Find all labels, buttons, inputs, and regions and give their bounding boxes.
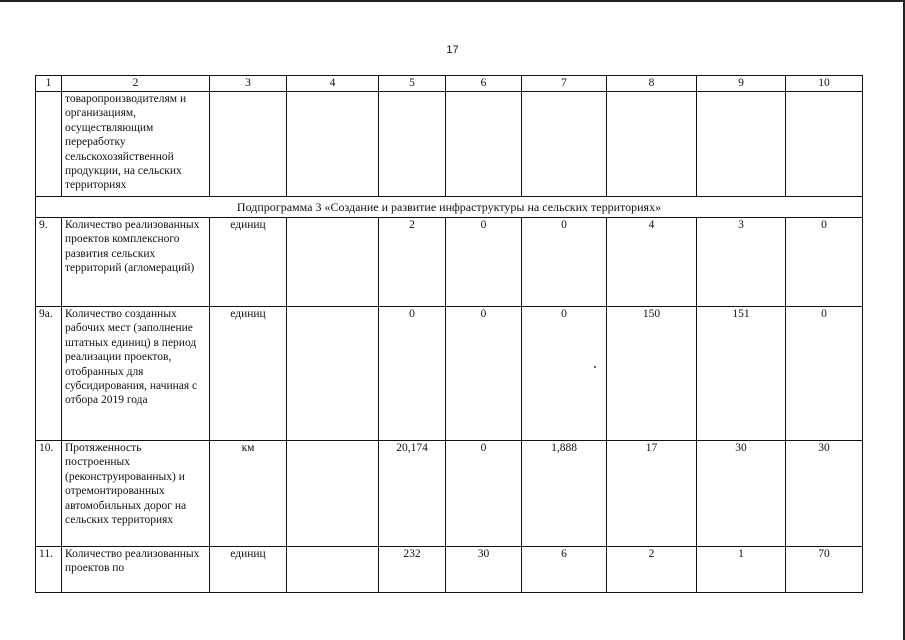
value-cell: 3 [697, 218, 786, 307]
value-cell [607, 92, 697, 197]
subprogram-heading-row [36, 197, 863, 218]
header-cell: 5 [379, 76, 446, 92]
value-cell: 1,888 [522, 441, 607, 547]
unit-cell: км [210, 441, 287, 547]
table-row [36, 547, 863, 593]
column-numbers-row [36, 76, 863, 92]
value-cell: 0 [522, 218, 607, 307]
empty-cell [287, 547, 379, 593]
value-cell: 151 [697, 307, 786, 441]
value-cell: 232 [379, 547, 446, 593]
empty-cell [287, 441, 379, 547]
header-cell: 8 [607, 76, 697, 92]
value-cell: 0 [446, 441, 522, 547]
header-cell: 1 [36, 76, 62, 92]
header-cell: 7 [522, 76, 607, 92]
value-cell: 2 [607, 547, 697, 593]
value-cell: 17 [607, 441, 697, 547]
unit-cell: единиц [210, 218, 287, 307]
table-row [36, 307, 863, 441]
table-row [36, 441, 863, 547]
table-container [35, 75, 863, 593]
page-number: 17 [446, 44, 459, 56]
value-cell: 0 [446, 307, 522, 441]
header-cell: 4 [287, 76, 379, 92]
value-cell [446, 92, 522, 197]
value-cell: 0 [446, 218, 522, 307]
value-cell: 70 [786, 547, 863, 593]
table-row [36, 218, 863, 307]
indicator-description-cell: Протяженность построенных (реконструированных) и отремонтированных автомобильных дорог на сельских территориях [62, 441, 210, 547]
indicator-description-cell: товаропроизводителям и организациям, осуществляющим переработку сельскохозяйственной продукции, на сельских территориях [62, 92, 210, 197]
value-cell: 0 [522, 307, 607, 441]
header-cell: 2 [62, 76, 210, 92]
indicator-description-cell: Количество реализованных проектов по [62, 547, 210, 593]
value-cell: 30 [786, 441, 863, 547]
value-cell: 20,174 [379, 441, 446, 547]
value-cell: 0 [786, 218, 863, 307]
indicator-description-cell: Количество реализованных проектов комплексного развития сельских территорий (агломераций) [62, 218, 210, 307]
value-cell: 30 [446, 547, 522, 593]
empty-cell [287, 307, 379, 441]
row-number-cell: 9а. [36, 307, 62, 441]
subprogram-title: Подпрограмма 3 «Создание и развитие инфраструктуры на сельских территориях» [36, 197, 863, 218]
value-cell [379, 92, 446, 197]
unit-cell: единиц [210, 307, 287, 441]
scan-speck [594, 366, 596, 368]
indicator-description-cell: Количество созданных рабочих мест (заполнение штатных единиц) в период реализации проектов, отобранных для субсидирования, начиная с отбора 2019 года [62, 307, 210, 441]
value-cell: 150 [607, 307, 697, 441]
unit-cell: единиц [210, 547, 287, 593]
row-number-cell: 11. [36, 547, 62, 593]
value-cell [786, 92, 863, 197]
empty-cell [287, 92, 379, 197]
table-row-continuation [36, 92, 863, 197]
value-cell: 30 [697, 441, 786, 547]
header-cell: 6 [446, 76, 522, 92]
value-cell: 0 [786, 307, 863, 441]
scan-border-top [0, 0, 905, 2]
indicators-table [35, 75, 863, 593]
header-cell: 10 [786, 76, 863, 92]
value-cell: 2 [379, 218, 446, 307]
value-cell: 6 [522, 547, 607, 593]
row-number-cell [36, 92, 62, 197]
value-cell [522, 92, 607, 197]
header-cell: 3 [210, 76, 287, 92]
empty-cell [287, 218, 379, 307]
row-number-cell: 9. [36, 218, 62, 307]
value-cell [697, 92, 786, 197]
row-number-cell: 10. [36, 441, 62, 547]
header-cell: 9 [697, 76, 786, 92]
unit-cell [210, 92, 287, 197]
value-cell: 1 [697, 547, 786, 593]
value-cell: 0 [379, 307, 446, 441]
value-cell: 4 [607, 218, 697, 307]
